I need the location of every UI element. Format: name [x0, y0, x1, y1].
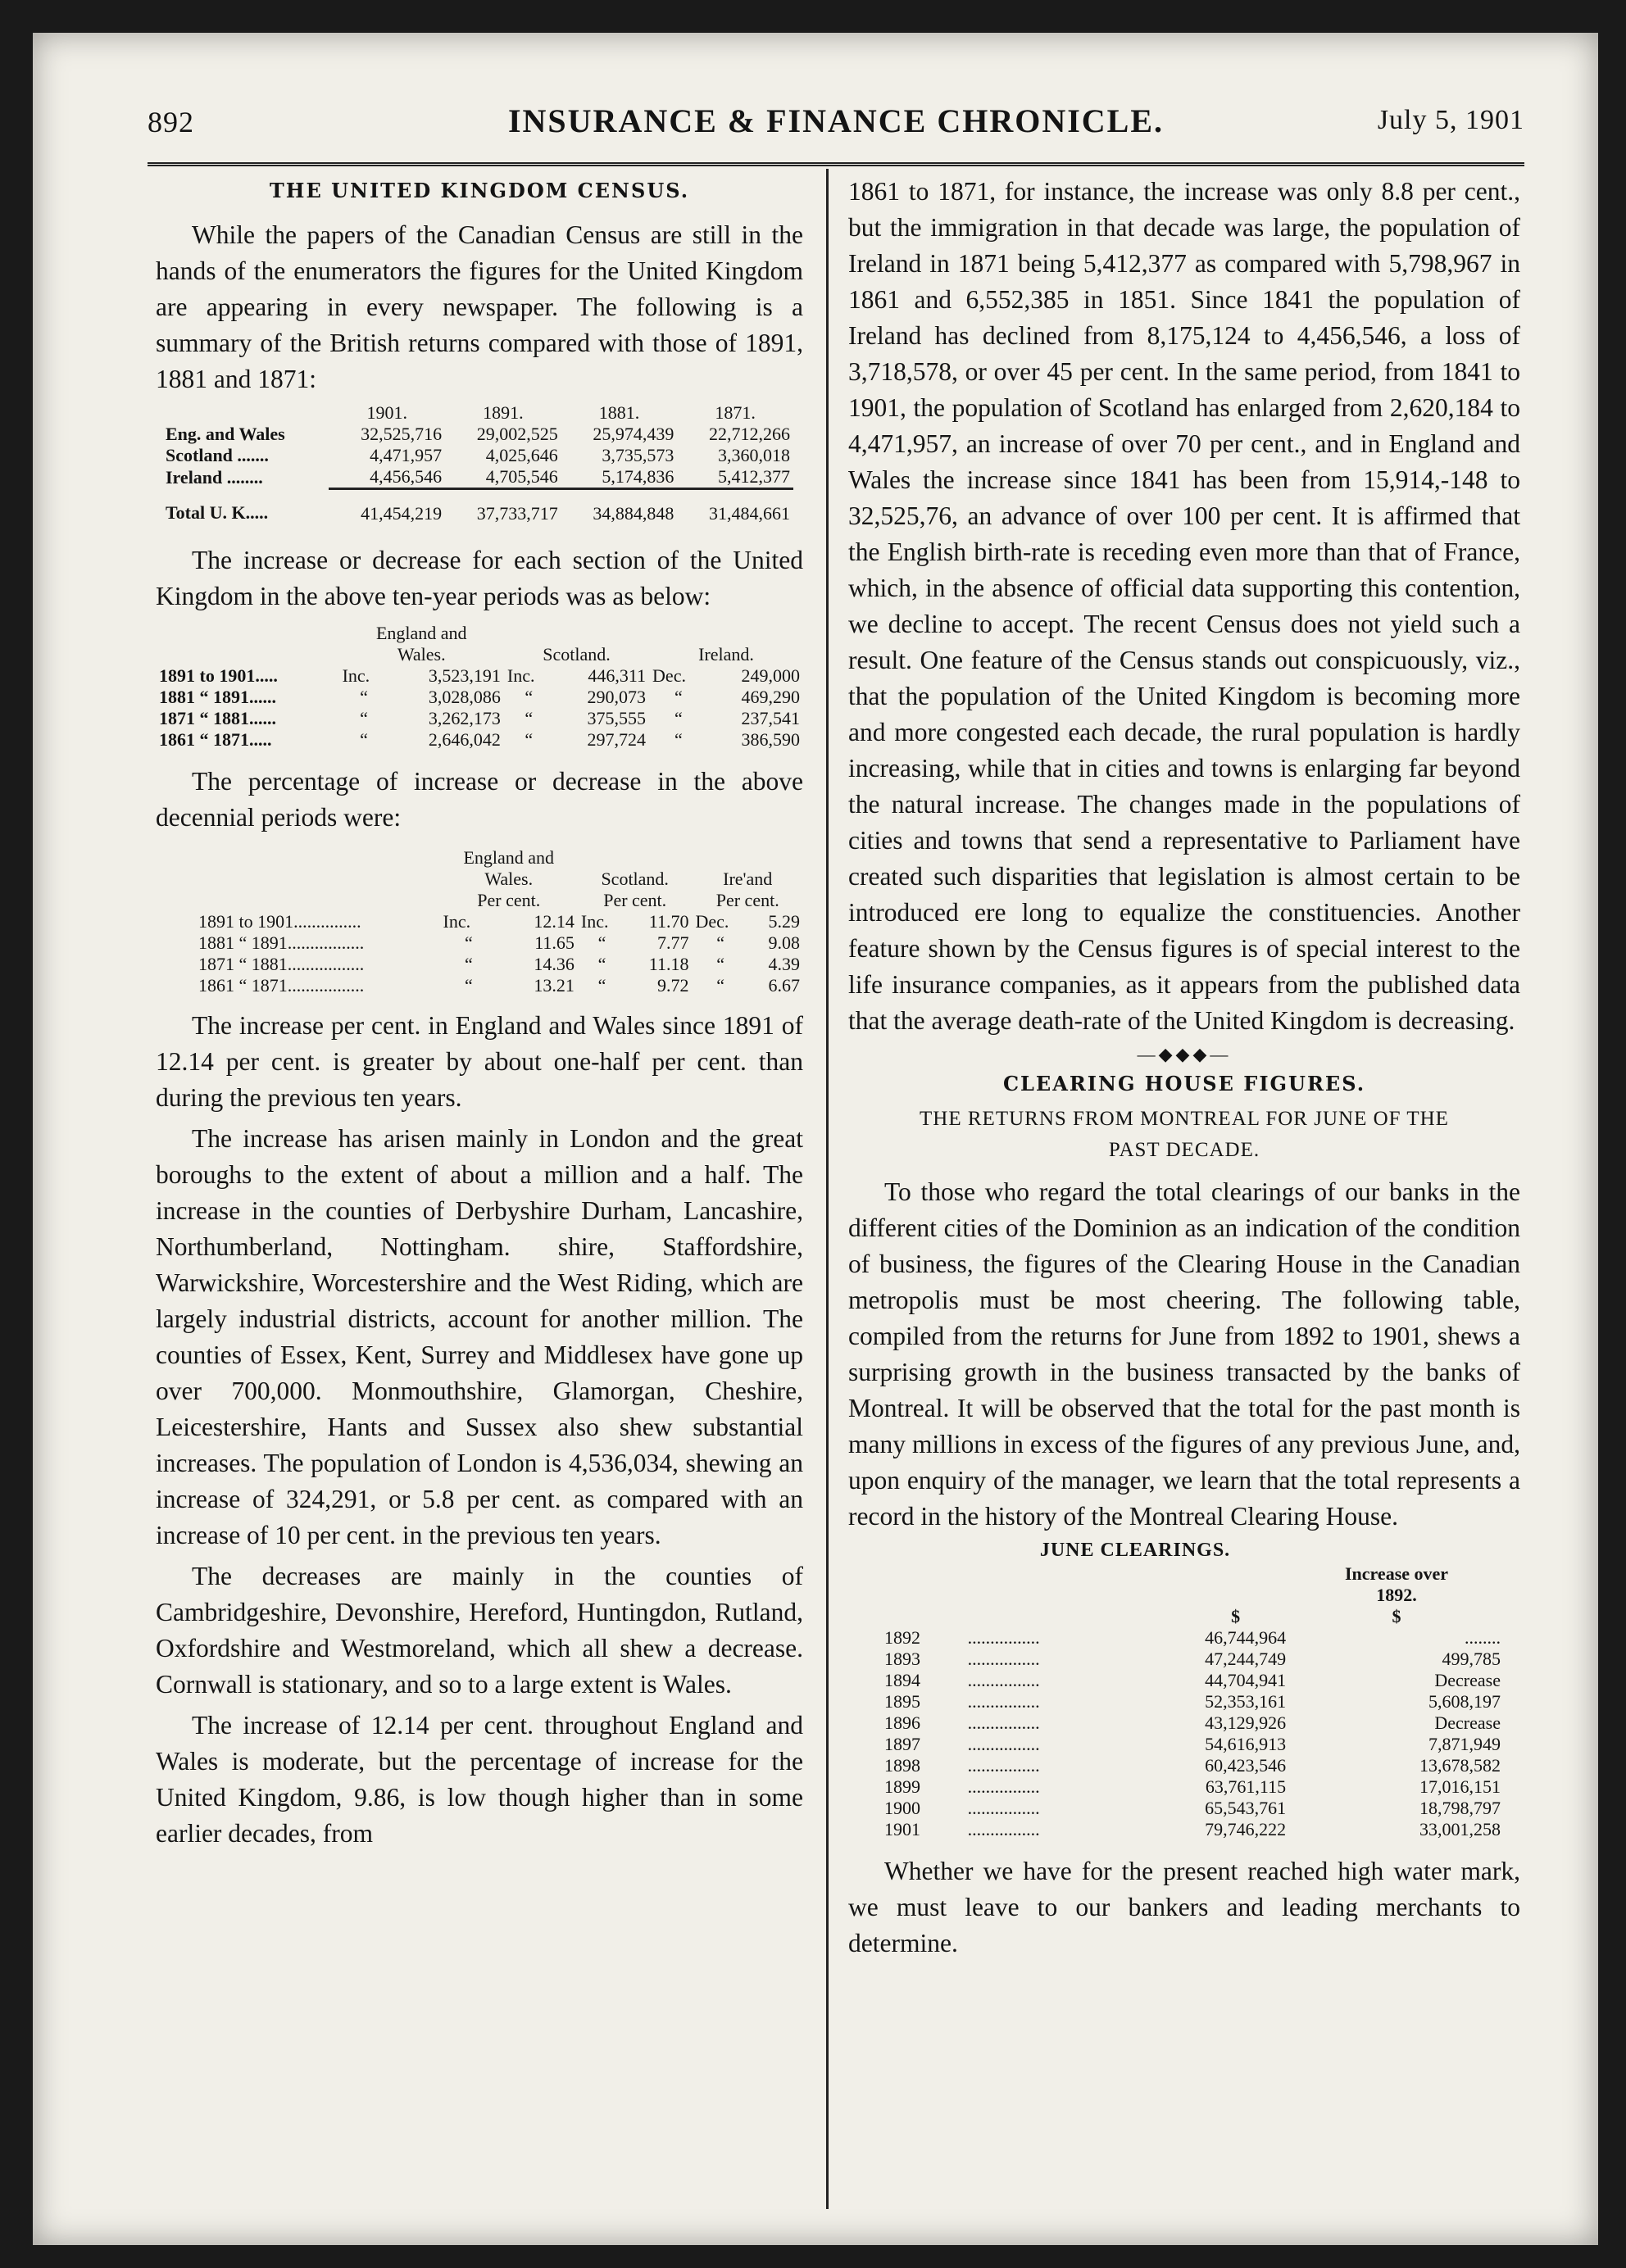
column-header: 1881.: [598, 402, 640, 423]
paragraph: The increase per cent. in England and Wales since 1891 of 12.14 per cent. is greater by about one-half per cent. than during the previous ten years.: [156, 1011, 803, 1112]
table-row: 1861 “ 1871..... “ 2,646,042 “ 297,724 “ 386,590: [159, 729, 800, 750]
column-header: 1901.: [366, 402, 408, 423]
page-number: 892: [148, 106, 194, 138]
column-header: $: [1231, 1606, 1241, 1626]
article-subheading: THE RETURNS FROM MONTREAL FOR JUNE OF THE: [920, 1108, 1449, 1130]
table-row: 1891 to 1901..... Inc. 3,523,191 Inc. 446,311 Dec. 249,000: [159, 665, 800, 686]
table-row: 1899 ................ 63,761,115 17,016,151: [884, 1776, 1501, 1797]
paragraph: The increase of 12.14 per cent. throughout England and Wales is moderate, but the percentage of increase for the United Kingdom, 9.86, is low though higher than in some earlier decades, from: [156, 1711, 803, 1848]
page-header: [148, 98, 1524, 151]
column-header: 1871.: [715, 402, 756, 423]
table-row: 1861 “ 1871................. “ 13.21 “ 9.72 “ 6.67: [198, 975, 800, 996]
table-row: Scotland ....... 4,471,957 4,025,646 3,735,573 3,360,018: [166, 445, 790, 465]
percentage-table: [195, 847, 803, 996]
paragraph: 1861 to 1871, for instance, the increase was only 8.8 per cent., but the immigration in that decade was large, the population of Ireland in 1871 being 5,412,377 as compared with 5,798,967 in 1861 and 6,552,385 in 1851. Since 1841 the population of Ireland has declined from 8,175,124 to 4,456,546, a loss of 3,718,578, or over 45 per cent. In the same period, from 1841 to 1901, the population of Scotland has enlarged from 2,620,184 to 4,471,957, an increase of over 70 per cent., and in England and Wales the increase since 1841 has been from 15,914,-148 to 32,525,76, an advance of over 100 per cent. It is affirmed that the English birth-rate is receding even more than that of France, which, in the absence of official data supporting this contention, we decline to accept. The recent Census does not yield such a result. One feature of the Census stands out conspicuously, viz., that the population of the United Kingdom is becoming more and more congested each decade, the rural population is hardly increasing, while that in cities and towns is enlarging far beyond the natural increase. The changes made in the populations of cities and towns that send a representative to Parliament have created such disparities that legislation is almost certain to be introduced ere long to equalize the constituencies. Another feature shown by the Census figures is of special interest to the life insurance companies, as it appears from the published data that the average death-rate of the United Kingdom is decreasing.: [848, 177, 1520, 1035]
column-header: Ireland.: [698, 644, 754, 665]
paragraph: To those who regard the total clearings of our banks in the different cities of the Dominion as an indication of the condition of business, the figures of the Clearing House in the Canadian metropolis must be most cheering. The following table, compiled from the returns for June from 1892 to 1901, shews a surprising growth in the business transacted by the banks of Montreal. It will be observed that the total for the past month is many millions in excess of the figures of any previous June, and, upon enquiry of the manager, we learn that the total represents a record in the history of the Montreal Clearing House.: [848, 1177, 1520, 1531]
table-row: 1881 “ 1891...... “ 3,028,086 “ 290,073 “ 469,290: [159, 687, 800, 707]
column-divider: [826, 169, 829, 2209]
column-header: Scotland. Per cent.: [601, 869, 669, 910]
column-header: Scotland.: [543, 644, 611, 665]
table-row: 1897 ................ 54,616,913 7,871,949: [884, 1734, 1501, 1754]
column-header: 1891.: [483, 402, 524, 423]
table-row: 1900 ................ 65,543,761 18,798,797: [884, 1798, 1501, 1818]
column-header: Ire'and Per cent.: [715, 869, 779, 910]
table-row: Ireland ........ 4,456,546 4,705,546 5,174,836 5,412,377: [162, 466, 793, 489]
table-row: 1898 ................ 60,423,546 13,678,582: [884, 1755, 1501, 1776]
journal-page: [33, 33, 1598, 2245]
table-row: Eng. and Wales 32,525,716 29,002,525 25,974,439 22,712,266: [166, 424, 790, 444]
paragraph: The increase or decrease for each section of the United Kingdom in the above ten-year periods was as below:: [156, 546, 803, 610]
paragraph: The decreases are mainly in the counties of Cambridgeshire, Devonshire, Hereford, Huntingdon, Rutland, Oxfordshire and Westmoreland, which all shew a decrease. Cornwall is stationary, and so to a large extent is Wales.: [156, 1562, 803, 1699]
table-title: JUNE CLEARINGS.: [1039, 1540, 1231, 1561]
column-header: England and Wales. Per cent.: [463, 847, 555, 910]
paragraph: Whether we have for the present reached high water mark, we must leave to our bankers and leading merchants to determine.: [848, 1857, 1520, 1957]
right-column: [848, 174, 1520, 1966]
column-header: Increase over 1892. $: [1345, 1563, 1449, 1626]
table-row: 1895 ................ 52,353,161 5,608,197: [884, 1691, 1501, 1712]
left-column: [156, 174, 803, 1857]
table-row: 1892 ................ 46,744,964 ........: [884, 1627, 1501, 1648]
census-summary-table: [162, 402, 793, 524]
column-header: England and Wales.: [375, 623, 467, 665]
paragraph: While the papers of the Canadian Census are still in the hands of the enumerators the figures for the United Kingdom are appearing in every newspaper. The following is a summary of the British returns compared with those of 1891, 1881 and 1871:: [156, 220, 803, 393]
table-row: 1894 ................ 44,704,941 Decrease: [884, 1670, 1501, 1690]
issue-date: July 5, 1901: [1377, 105, 1524, 135]
publication-title: INSURANCE & FINANCE CHRONICLE.: [507, 102, 1165, 139]
section-ornament: —◆◆◆—: [1137, 1044, 1232, 1064]
table-total-row: Total U. K..... 41,454,219 37,733,717 34,884,848 31,484,661: [166, 502, 790, 524]
article-subheading: PAST DECADE.: [1108, 1139, 1260, 1161]
article-heading-clearing: CLEARING HOUSE FIGURES.: [1002, 1072, 1366, 1095]
paragraph: The increase has arisen mainly in London and the great boroughs to the extent of about a million and a half. The increase in the counties of Derbyshire Durham, Lancashire, Northumberland, Nottingham. shire, Staffordshire, Warwickshire, Worcestershire and the West Riding, which are largely industrial districts, account for another million. The counties of Essex, Kent, Surrey and Middlesex have gone up over 700,000. Monmouthshire, Glamorgan, Cheshire, Leicestershire, Hants and Sussex also shew substantial increases. The population of London is 4,536,034, shewing an increase of 324,291, or 5.8 per cent. as compared with an increase of 10 per cent. in the previous ten years.: [156, 1124, 803, 1549]
increase-decrease-table: [156, 623, 803, 751]
table-row: 1901 ................ 79,746,222 33,001,258: [884, 1819, 1501, 1839]
table-row: 1896 ................ 43,129,926 Decrease: [884, 1712, 1501, 1733]
table-row: 1891 to 1901............... Inc. 12.14 Inc. 11.70 Dec. 5.29: [198, 911, 800, 932]
table-row: 1871 “ 1881...... “ 3,262,173 “ 375,555 “ 237,541: [159, 708, 800, 728]
header-rule: [148, 162, 1524, 166]
table-row: 1893 ................ 47,244,749 499,785: [884, 1649, 1501, 1669]
table-row: 1881 “ 1891................. “ 11.65 “ 7.77 “ 9.08: [198, 932, 800, 953]
june-clearings-table: [881, 1563, 1504, 1840]
article-heading-census: THE UNITED KINGDOM CENSUS.: [269, 179, 690, 202]
paragraph: The percentage of increase or decrease in the above decennial periods were:: [156, 767, 803, 832]
table-row: 1871 “ 1881................. “ 14.36 “ 11.18 “ 4.39: [198, 954, 800, 974]
